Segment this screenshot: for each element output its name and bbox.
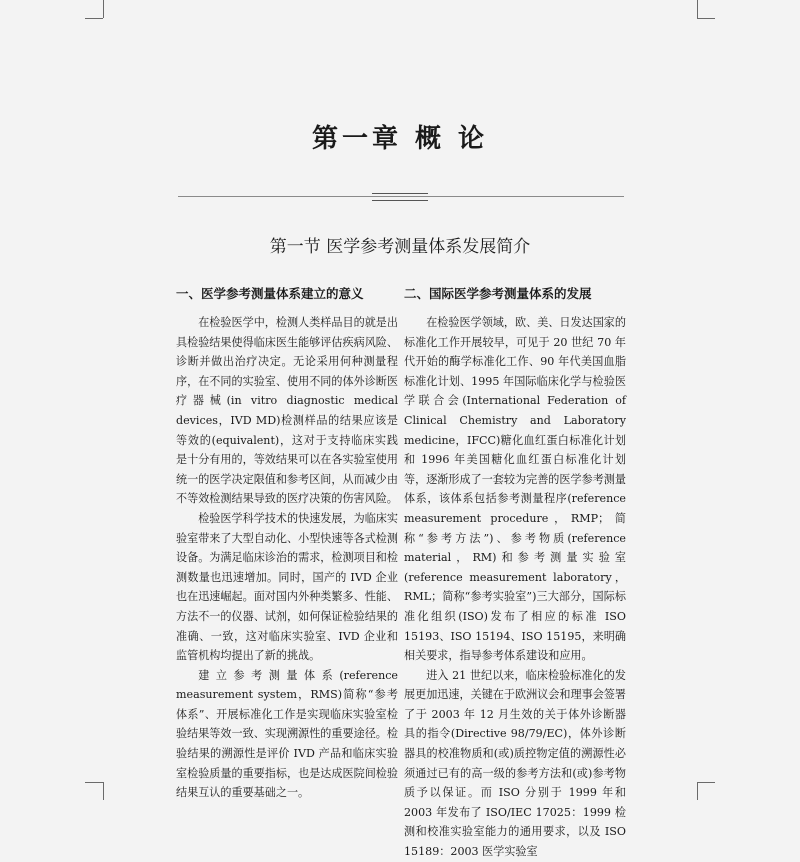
paragraph: 检验医学科学技术的快速发展，为临床实验室带来了大型自动化、小型快速等各式检测设备。为满足临床诊治的需求，检测项目和检测数量也迅速增加。同时，国产的 IVD 企业也在迅速崛起。面对国内外种类繁多、性能、方法不一的仪器、试剂，如何保证检验结果的准确、一致，这对临床实验室、IVD 企业和监管机构均提出了新的挑战。 bbox=[176, 511, 398, 663]
crop-mark-top-right bbox=[697, 0, 698, 18]
crop-mark-bottom-right bbox=[697, 782, 698, 800]
right-column-heading: 二、国际医学参考测量体系的发展 bbox=[404, 286, 592, 301]
paragraph: 建立参考测量体系(reference measurement system，RMS)简称“参考体系”、开展标准化工作是实现临床实验室检验结果等效一致、实现溯源性的重要途径。检验结果的溯源性是评价 IVD 产品和临床实验室检验质量的重要指标，也是达成医院间检验结果互认的重要基础之一。 bbox=[176, 668, 398, 800]
crop-mark-bottom-left-h bbox=[85, 782, 103, 783]
left-column bbox=[176, 284, 398, 803]
crop-mark-bottom-right-h bbox=[697, 782, 715, 783]
title-divider-ornament bbox=[372, 193, 428, 201]
paragraph: 在检验医学领域，欧、美、日发达国家的标准化工作开展较早，可见于 20 世纪 70 年代开始的酶学标准化工作、90 年代美国血脂标准化计划、1995 年国际临床化学与检验医学联合会(International Federation of Clinical Chemistry and Laboratory medicine，IFCC)糖化血红蛋白标准化计划和 1996 年美国糖化血红蛋白标准化计划等，逐渐形成了一套较为完善的医学参考测量体系，该体系包括参考测量程序(reference measurement procedure，RMP；简称“参考方法”)、参考物质(reference material，RM)和参考测量实验室(reference measurement laboratory，RML；简称“参考实验室”)三大部分，国际标准化组织(ISO)发布了相应的标准 ISO 15193、ISO 15194、ISO 15195，来明确相关要求，指导参考体系建设和应用。 bbox=[404, 316, 626, 663]
right-column bbox=[404, 284, 626, 862]
crop-mark-top-left-h bbox=[85, 18, 103, 19]
crop-mark-top-left bbox=[103, 0, 104, 18]
section-title: 第一节 医学参考测量体系发展简介 bbox=[269, 237, 531, 257]
crop-mark-top-right-h bbox=[697, 18, 715, 19]
chapter-title: 第一章 概 论 bbox=[311, 124, 489, 154]
paragraph: 在检验医学中，检测人类样品目的就是出具检验结果使得临床医生能够评估疾病风险、诊断并做出治疗决定。无论采用何种测量程序，在不同的实验室、使用不同的体外诊断医疗器械(in vitro diagnostic medical devices，IVD MD)检测样品的结果应该是等效的(equivalent)，这对于支持临床实践是十分有用的，等效结果可以在各实验室使用统一的医学决定限值和参考区间，从而减少由不等效检测结果导致的医疗决策的伤害风险。 bbox=[176, 316, 398, 506]
crop-mark-bottom-left bbox=[103, 782, 104, 800]
paragraph: 进入 21 世纪以来，临床检验标准化的发展更加迅速，关键在于欧洲议会和理事会签署了于 2003 年 12 月生效的关于体外诊断器具的指令(Directive 98/79/EC)，体外诊断器具的校准物质和(或)质控物定值的溯源性必须通过已有的高一级的参考方法和(或)参考物质予以保证。而 ISO 分别于 1999 年和 2003 年发布了 ISO/IEC 17025：1999 检测和校准实验室能力的通用要求，以及 ISO 15189：2003 医学实验室 bbox=[404, 668, 626, 859]
left-column-heading: 一、医学参考测量体系建立的意义 bbox=[176, 286, 364, 301]
